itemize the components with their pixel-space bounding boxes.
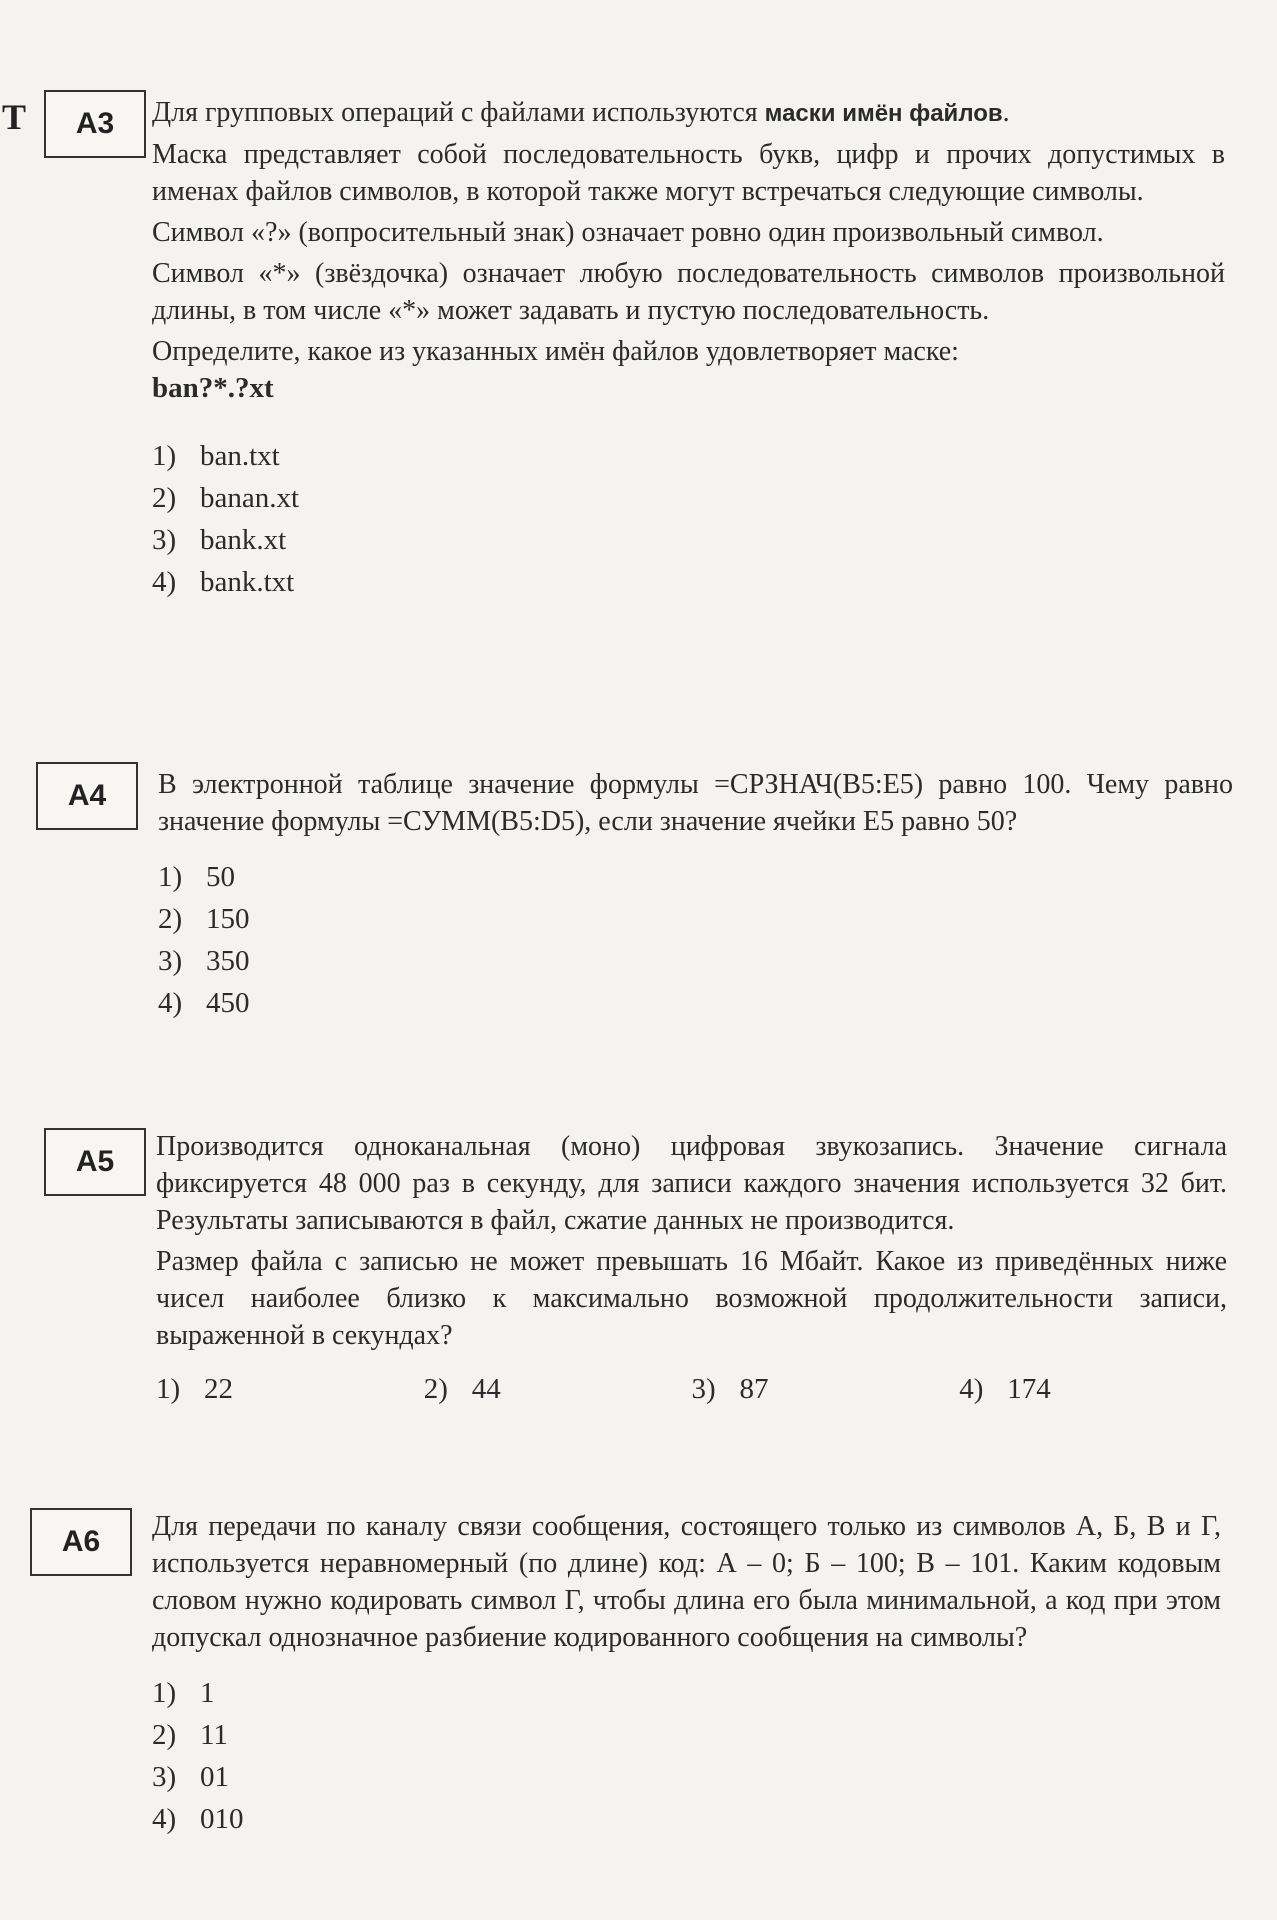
- answer-option[interactable]: [152, 519, 1225, 561]
- task-body: [152, 1508, 1221, 1840]
- answer-option[interactable]: [152, 1756, 1221, 1798]
- question-paragraph: [152, 94, 1225, 132]
- option-text: 350: [206, 945, 250, 977]
- option-text: 01: [200, 1761, 229, 1793]
- option-text: 450: [206, 987, 250, 1019]
- option-text: 174: [1007, 1373, 1051, 1405]
- answer-option[interactable]: [152, 561, 1225, 603]
- option-text: bank.txt: [200, 566, 295, 598]
- answer-option[interactable]: [152, 1714, 1221, 1756]
- option-number: 3): [691, 1373, 716, 1405]
- answer-option[interactable]: [152, 435, 1225, 477]
- answer-option[interactable]: [158, 856, 1233, 898]
- option-number: 2): [423, 1373, 448, 1405]
- option-number: 2): [152, 1719, 177, 1751]
- margin-mark: Т: [2, 97, 27, 137]
- task-body: [158, 766, 1233, 1024]
- question-paragraph: Маска представляет собой последовательность букв, цифр и прочих допустимых в именах файлов символов, в которой также могут встречаться следующие символы.: [152, 139, 1225, 207]
- answer-option[interactable]: [158, 940, 1233, 982]
- option-text: 150: [206, 903, 250, 935]
- question-paragraph: В электронной таблице значение формулы =СРЗНАЧ(B5:E5) равно 100. Чему равно значение формулы =СУММ(B5:D5), если значение ячейки E5 равно 50?: [158, 769, 1233, 837]
- answer-option[interactable]: [692, 1368, 960, 1410]
- answer-options: [156, 1368, 1227, 1410]
- option-number: 1): [152, 1677, 177, 1709]
- option-text: 50: [206, 861, 235, 893]
- question-paragraph: Для передачи по каналу связи сообщения, состоящего только из символов А, Б, В и Г, используется неравномерный (по длине) код: А – 0; Б – 100; В – 101. Каким кодовым словом нужно кодировать символ Г, чтобы длина его была минимальной, а код при этом допускал однозначное разбиение кодированного сообщения на символы?: [152, 1511, 1221, 1653]
- answer-option[interactable]: [959, 1368, 1227, 1410]
- task-label: А6: [30, 1508, 132, 1576]
- option-text: 1: [200, 1677, 215, 1709]
- option-number: 1): [158, 861, 183, 893]
- question-paragraph: Производится одноканальная (моно) цифровая звукозапись. Значение сигнала фиксируется 48 000 раз в секунду, для записи каждого значения используется 32 бит. Результаты записываются в файл, сжатие данных не производится.: [156, 1131, 1227, 1236]
- answer-option[interactable]: [152, 477, 1225, 519]
- file-mask: ban?*.?xt: [152, 372, 274, 404]
- option-number: 3): [152, 1761, 177, 1793]
- question-paragraph: Размер файла с записью не может превышать 16 Мбайт. Какое из приведённых ниже чисел наиболее близко к максимально возможной продолжительности записи, выраженной в секундах?: [156, 1246, 1227, 1351]
- answer-options: [158, 856, 1233, 1024]
- answer-options: [152, 1672, 1221, 1840]
- term-file-masks: маски имён файлов: [764, 100, 1003, 127]
- option-number: 3): [158, 945, 183, 977]
- option-number: 4): [158, 987, 183, 1019]
- answer-option[interactable]: [424, 1368, 692, 1410]
- option-number: 1): [152, 440, 177, 472]
- paragraph-text: .: [1002, 97, 1010, 128]
- answer-option[interactable]: [152, 1798, 1221, 1840]
- option-text: 010: [200, 1803, 244, 1835]
- option-text: 22: [204, 1373, 233, 1405]
- answer-option[interactable]: [158, 982, 1233, 1024]
- answer-option[interactable]: [152, 1672, 1221, 1714]
- answer-options: [152, 435, 1225, 603]
- task-body: [152, 94, 1225, 603]
- answer-option[interactable]: [158, 898, 1233, 940]
- option-number: 1): [156, 1373, 181, 1405]
- task-label: А3: [44, 90, 146, 158]
- question-paragraph: Символ «?» (вопросительный знак) означает ровно один произвольный символ.: [152, 217, 1104, 248]
- answer-option[interactable]: [156, 1368, 424, 1410]
- paragraph-text: Для групповых операций с файлами используются: [152, 97, 765, 128]
- option-number: 2): [158, 903, 183, 935]
- question-paragraph: Определите, какое из указанных имён файлов удовлетворяет маске:: [152, 336, 959, 367]
- question-paragraph: Символ «*» (звёздочка) означает любую последовательность символов произвольной длины, в том числе «*» может задавать и пустую последовательность.: [152, 258, 1225, 326]
- option-number: 4): [152, 566, 177, 598]
- task-body: [156, 1128, 1227, 1410]
- option-number: 3): [152, 524, 177, 556]
- option-number: 2): [152, 482, 177, 514]
- option-number: 4): [152, 1803, 177, 1835]
- option-text: bank.xt: [200, 524, 287, 556]
- option-text: 87: [739, 1373, 769, 1405]
- option-text: 11: [200, 1719, 228, 1751]
- option-text: ban.txt: [200, 440, 280, 472]
- task-label: А5: [44, 1128, 146, 1196]
- option-number: 4): [959, 1373, 984, 1405]
- option-text: banan.xt: [200, 482, 300, 514]
- option-text: 44: [471, 1373, 501, 1405]
- task-label: А4: [36, 762, 138, 830]
